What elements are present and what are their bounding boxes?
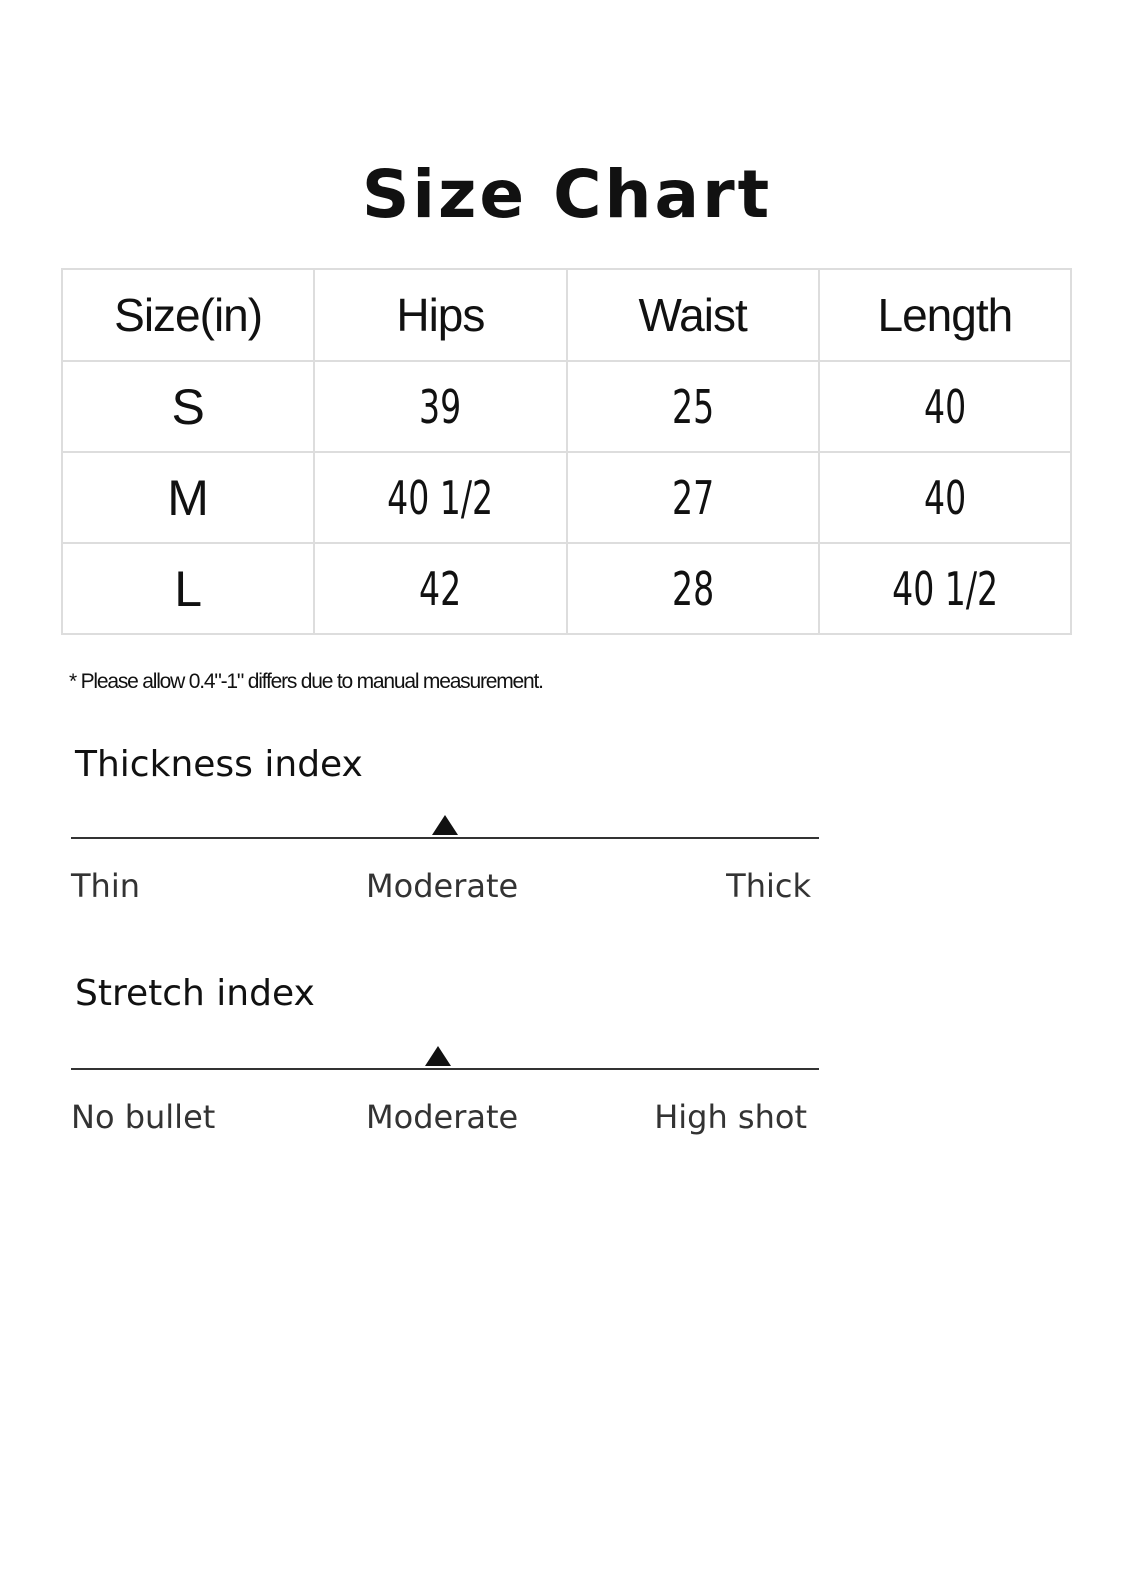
waist-cell: 28 [602,543,784,634]
measurement-note: * Please allow 0.4"-1" differs due to manual measurement. [69,670,543,693]
thickness-index-title: Thickness index [75,744,363,785]
page-title: Size Chart [361,156,773,233]
stretch-label-high: High shot [654,1098,807,1136]
waist-cell: 27 [602,452,784,543]
thickness-label-mid: Moderate [366,867,519,905]
waist-cell: 25 [602,361,784,452]
header-waist: Waist [567,269,819,361]
stretch-scale [71,1068,819,1136]
thickness-label-low: Thin [71,867,140,905]
stretch-label-mid: Moderate [366,1098,519,1136]
size-table [61,268,1072,635]
stretch-marker-icon [425,1046,451,1066]
size-cell: L [62,543,314,634]
header-size: Size(in) [62,269,314,361]
hips-cell: 39 [350,361,532,452]
header-length: Length [819,269,1071,361]
stretch-scale-line [71,1068,819,1070]
hips-cell: 40 1/2 [350,452,532,543]
table-header-row [62,269,1071,361]
thickness-marker-icon [432,815,458,835]
stretch-index-title: Stretch index [75,973,315,1014]
thickness-scale-line [71,837,819,839]
thickness-scale [71,837,819,905]
length-cell: 40 [854,452,1036,543]
table-row [62,361,1071,452]
size-cell: M [62,452,314,543]
thickness-label-high: Thick [726,867,811,905]
length-cell: 40 1/2 [854,543,1036,634]
table-row [62,543,1071,634]
header-hips: Hips [314,269,566,361]
length-cell: 40 [854,361,1036,452]
stretch-label-low: No bullet [71,1098,216,1136]
hips-cell: 42 [350,543,532,634]
table-row [62,452,1071,543]
size-cell: S [62,361,314,452]
